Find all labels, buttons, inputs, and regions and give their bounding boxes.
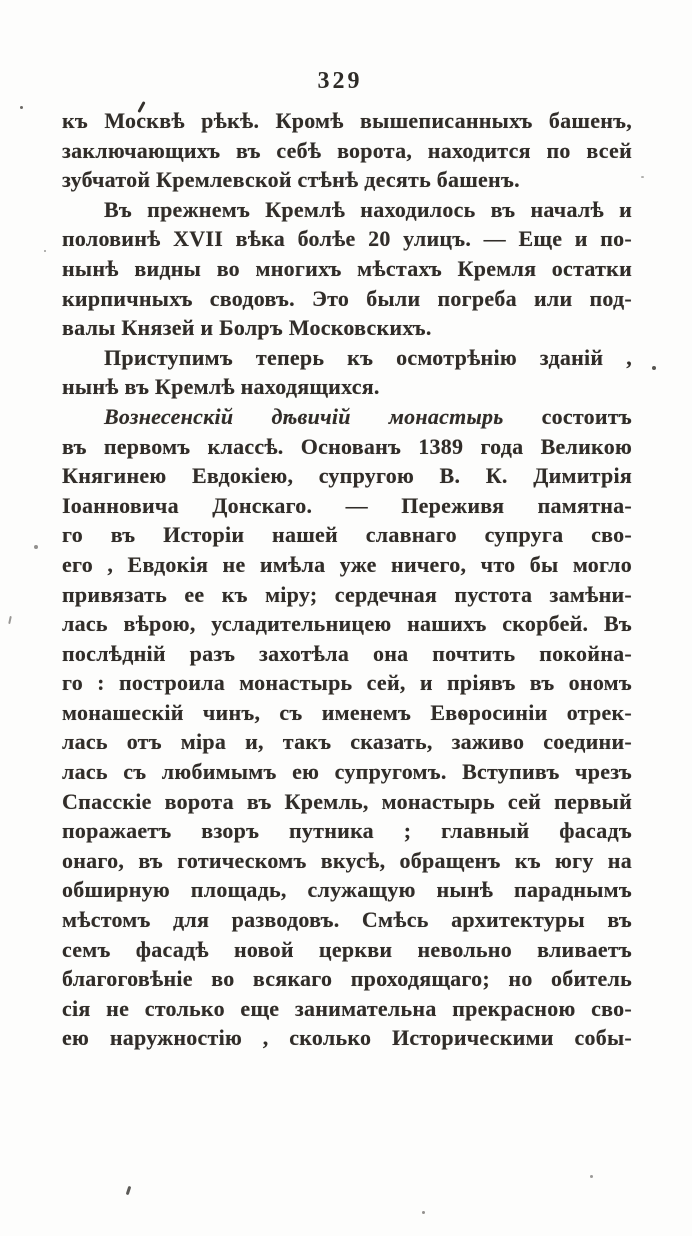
- text-line: нынѣ въ Кремлѣ находящихся.: [62, 374, 380, 400]
- text-run: состоитъ: [541, 403, 632, 429]
- text-line: лась вѣрою, усладительницею нашихъ скорбей. Въ: [62, 611, 632, 637]
- text-line: го : построила монастырь сей, и пріявъ въ ономъ: [62, 670, 632, 696]
- text-line: послѣдній разъ захотѣла она почтить покойна-: [62, 640, 632, 666]
- text-line: привязать ее къ міру; сердечная пустота замѣни-: [62, 581, 632, 607]
- ink-speck: [590, 1175, 593, 1178]
- text-line: монашескій чинъ, съ именемъ Евѳросиніи отрек-: [62, 699, 632, 725]
- text-line: онаго, въ готическомъ вкусѣ, обращенъ къ югу на: [62, 847, 632, 873]
- text-line: половинѣ XVII вѣка болѣе 20 улицъ. — Еще и по-: [62, 226, 632, 252]
- text-line: его , Евдокія не имѣла уже ничего, что бы могло: [62, 551, 632, 577]
- ink-speck: [20, 106, 23, 109]
- text-line: лась отъ міра и, такъ сказать, заживо соедини-: [62, 729, 632, 755]
- ink-speck: [34, 545, 38, 549]
- text-line: Княгинею Евдокіею, супругою В. К. Димитрія: [62, 463, 632, 489]
- text-line: благоговѣніе во всякаго проходящаго; но обитель: [62, 966, 632, 992]
- text-line: валы Князей и Болръ Московскихъ.: [62, 315, 432, 341]
- text-line: заключающихъ въ себѣ ворота, находится по всей: [62, 137, 632, 163]
- stray-mark: [8, 616, 12, 624]
- page-number: 329: [317, 68, 363, 94]
- text-line: Спасскіе ворота въ Кремль, монастырь сей первый: [62, 788, 632, 814]
- text-line: въ первомъ классѣ. Основанъ 1389 года Великою: [62, 433, 632, 459]
- ink-speck: [44, 250, 46, 252]
- paragraph: [62, 195, 632, 343]
- text-line: поражаетъ взоръ путника ; главный фасадъ: [62, 818, 632, 844]
- text-line: Въ прежнемъ Кремлѣ находилось въ началѣ и: [104, 196, 632, 222]
- text-block: [62, 106, 632, 1053]
- text-line: [62, 402, 632, 432]
- ink-speck: [641, 176, 644, 178]
- text-line: сія не столько еще занимательна прекрасною сво-: [62, 995, 632, 1021]
- text-line: мѣстомъ для разводовъ. Смѣсь архитектуры въ: [62, 907, 632, 933]
- ink-speck: [422, 1211, 425, 1214]
- text-line: Іоанновича Донскаго. — Переживя памятна-: [62, 492, 632, 518]
- ink-speck: [652, 366, 656, 370]
- text-line: Приступимъ теперь къ осмотрѣнію зданій ,: [104, 344, 632, 370]
- paragraph: [62, 106, 632, 195]
- text-line: ею наружностію , сколько Историческими собы-: [62, 1025, 632, 1051]
- paragraph: [62, 402, 632, 1053]
- text-line: семъ фасадѣ новой церкви невольно вливаетъ: [62, 936, 632, 962]
- text-line: кирпичныхъ сводовъ. Это были погреба или под-: [62, 285, 632, 311]
- paragraph: [62, 343, 632, 402]
- monastery-title-italic: Вознесенскій дѣвичій монастырь: [104, 403, 504, 429]
- text-line: лась съ любимымъ ею супругомъ. Вступивъ чрезъ: [62, 759, 632, 785]
- text-line: го въ Исторіи нашей славнаго супруга сво-: [62, 522, 632, 548]
- text-line: зубчатой Кремлевской стѣнѣ десять башенъ.: [62, 167, 520, 193]
- text-line: нынѣ видны во многихъ мѣстахъ Кремля остатки: [62, 255, 632, 281]
- text-line: къ Москвѣ рѣкѣ. Кромѣ вышеписанныхъ башенъ,: [62, 108, 632, 133]
- text-line: обширную площадь, служащую нынѣ параднымъ: [62, 877, 632, 903]
- stray-mark: [126, 1186, 132, 1195]
